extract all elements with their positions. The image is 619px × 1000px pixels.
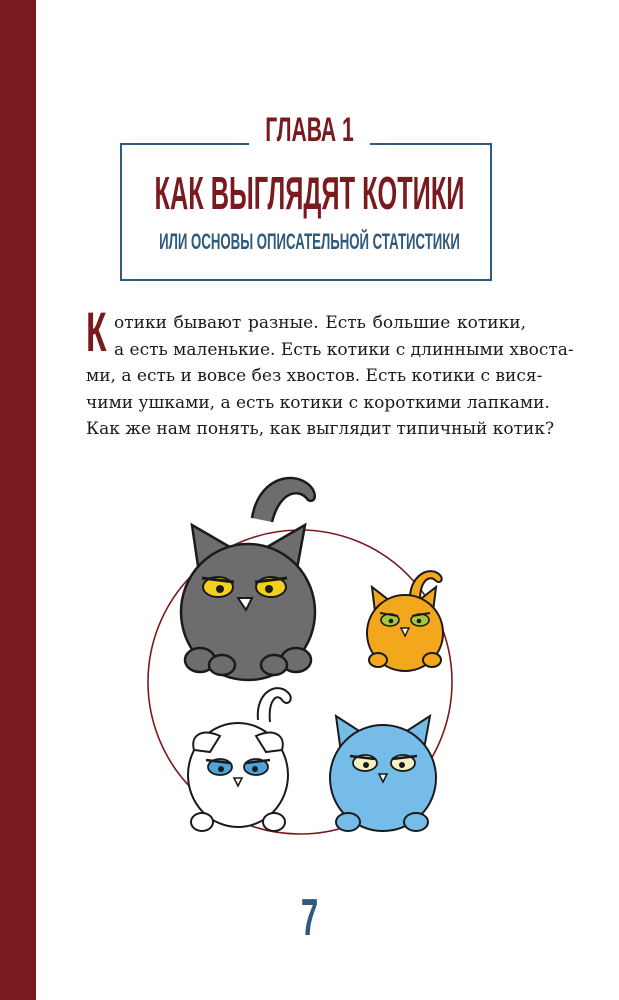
cats-illustration <box>140 470 480 870</box>
intro-paragraph <box>86 300 574 443</box>
paragraph-line: Как же нам понять, как выглядит типичный котик? <box>86 419 555 439</box>
chapter-title: КАК ВЫГЛЯДЯТ КОТИКИ <box>154 167 465 219</box>
gray-cat <box>181 478 315 680</box>
chapter-label-text: ГЛАВА 1 <box>249 111 370 149</box>
paragraph-line: ми, а есть и вовсе без хвостов. Есть котики с вися- <box>86 366 543 386</box>
book-spine-band <box>0 0 36 1000</box>
chapter-subtitle: ИЛИ ОСНОВЫ ОПИСАТЕЛЬНОЙ СТАТИСТИКИ <box>159 229 460 254</box>
orange-cat <box>367 571 443 671</box>
paragraph-line: чими ушками, а есть котики с короткими лапками. <box>86 392 550 413</box>
paragraph-line: отики бывают разные. Есть большие котики, <box>114 313 526 333</box>
blue-cat <box>330 716 436 831</box>
white-cat <box>188 688 291 831</box>
drop-cap: К <box>86 300 107 363</box>
chapter-label <box>118 110 502 150</box>
page-number: 7 <box>300 889 319 947</box>
paragraph-line: а есть маленькие. Есть котики с длинными хвоста- <box>114 339 574 360</box>
